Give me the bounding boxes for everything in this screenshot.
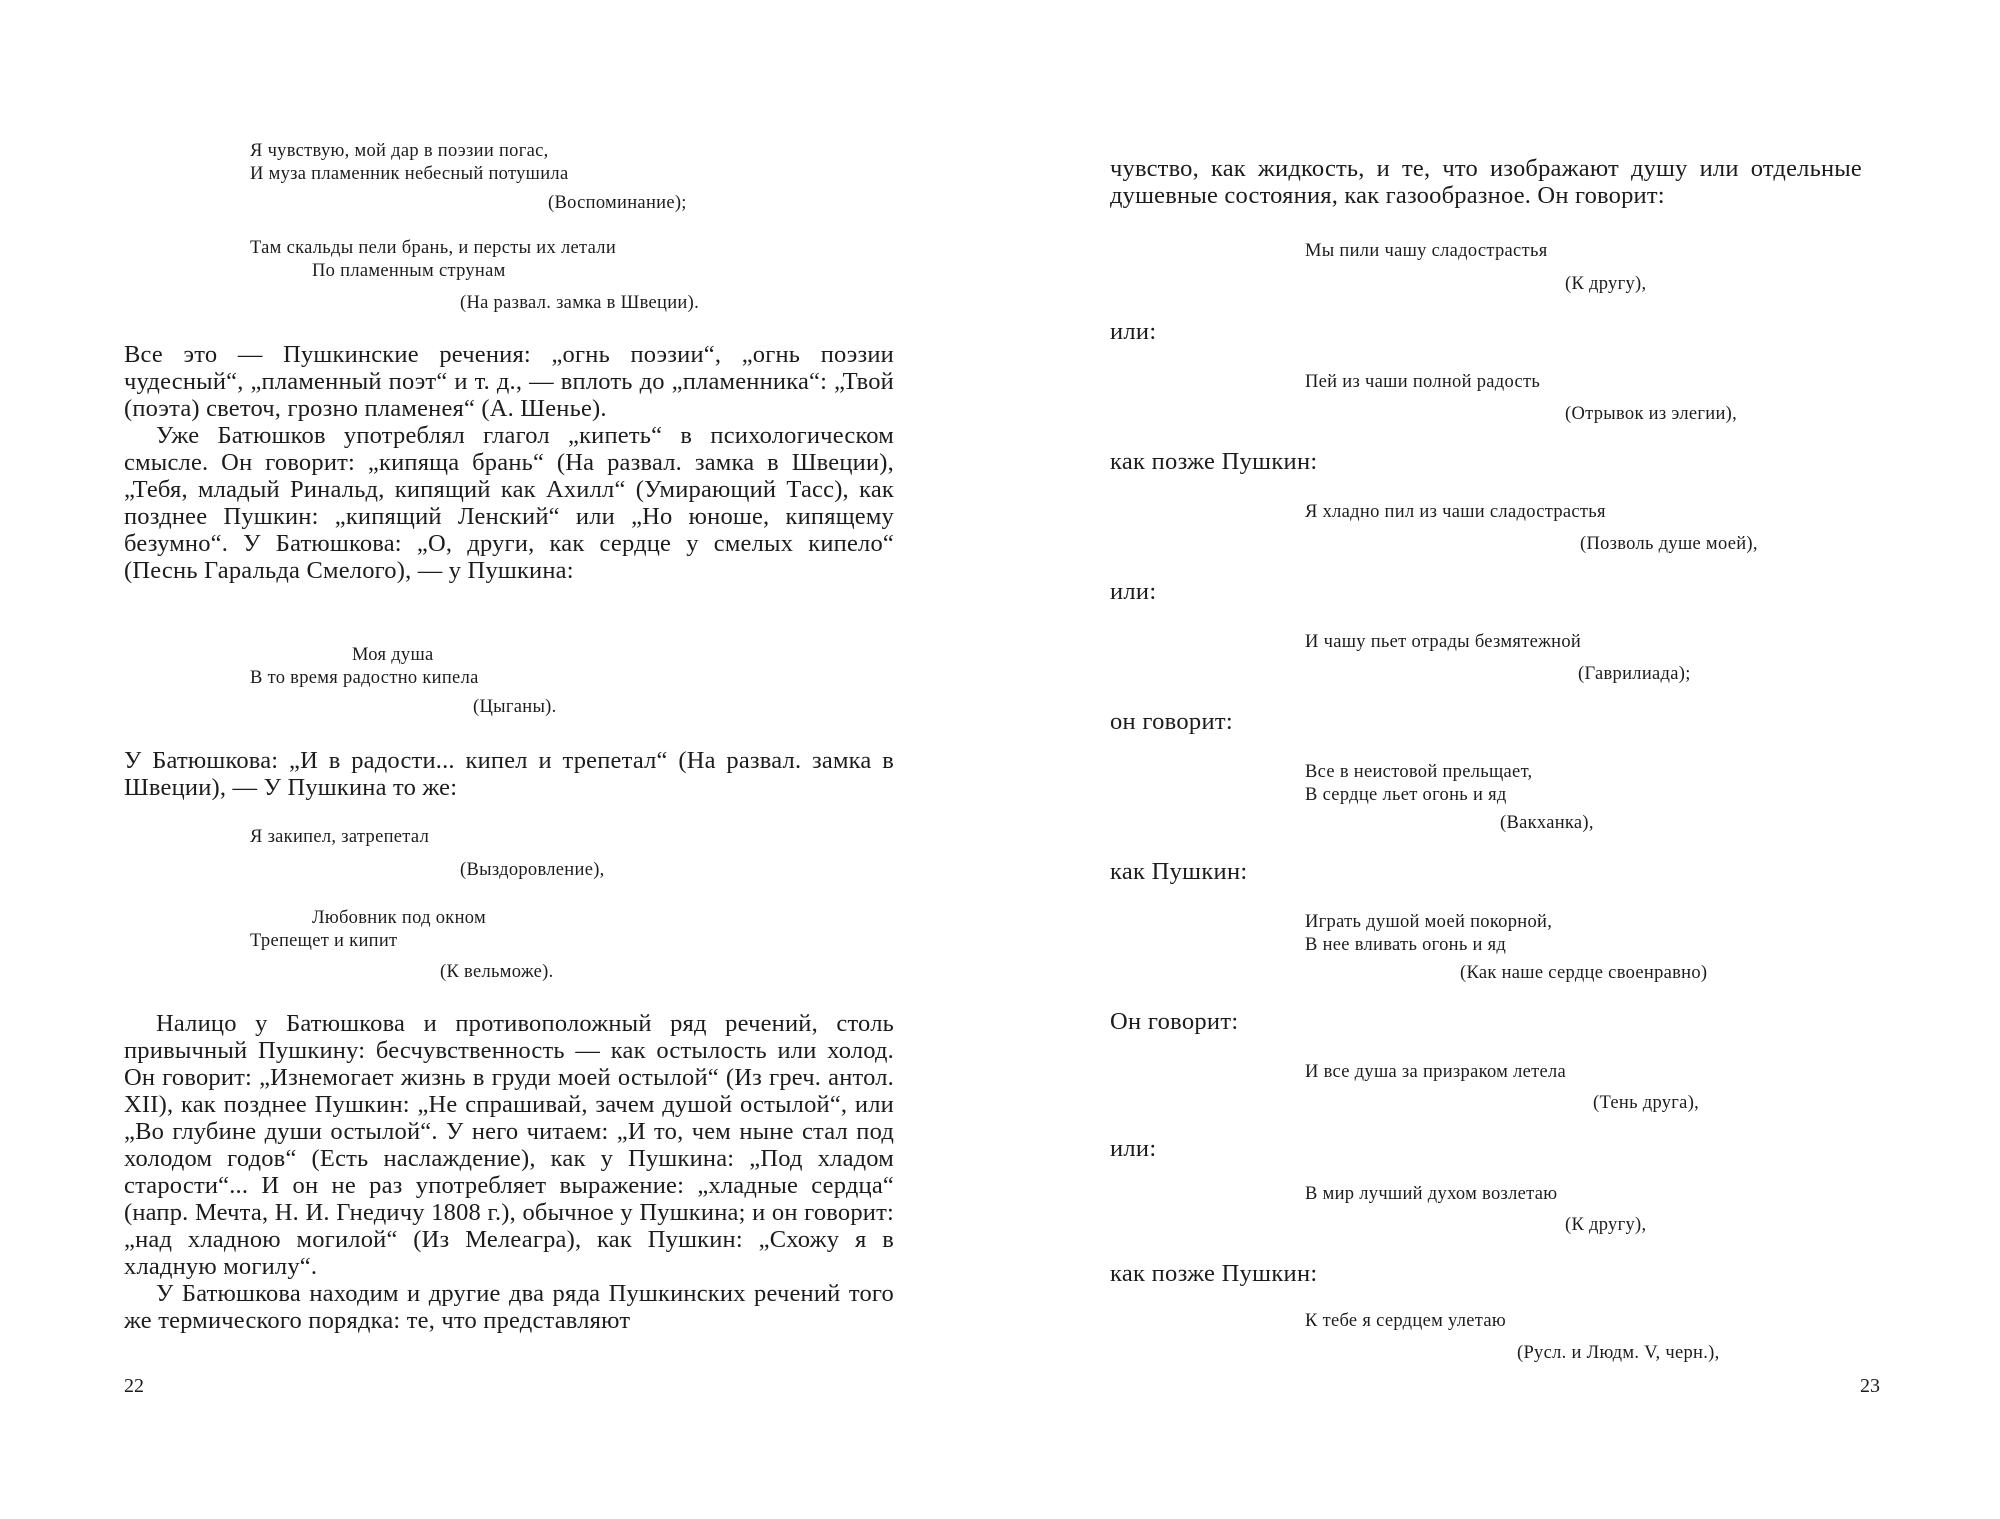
- verse-quote: [250, 237, 616, 283]
- body-text: [124, 341, 894, 584]
- verse-line: Играть душой моей покорной,: [1305, 912, 1553, 932]
- verse-source: (К вельможе).: [440, 962, 554, 982]
- paragraph: У Батюшкова: „И в радости... кипел и трепетал“ (На развал. замка в Швеции), — У Пушкина то же:: [124, 747, 894, 801]
- verse-source: (Вакханка),: [1500, 813, 1594, 833]
- verse-source: (К другу),: [1565, 274, 1647, 294]
- verse-line: Я чувствую, мой дар в поэзии погас,: [250, 141, 549, 161]
- verse-source: (Позволь душе моей),: [1580, 534, 1758, 554]
- verse-line: В сердце льет огонь и яд: [1305, 785, 1507, 805]
- verse-line: Я хладно пил из чаши сладострастья: [1305, 502, 1606, 522]
- connector-text: или:: [1110, 578, 1157, 605]
- verse-source: (Как наше сердце своенравно): [1460, 963, 1708, 983]
- verse-source: (Гаврилиада);: [1578, 664, 1691, 684]
- verse-source: (На развал. замка в Швеции).: [460, 293, 699, 313]
- paragraph: Уже Батюшков употреблял глагол „кипеть“ в психологическом смысле. Он говорит: „кипяща брань“ (На развал. замка в Швеции), „Тебя, младый Ринальд, кипящий как Ахилл“ (Умирающий Тасс), как позднее Пушкин: „кипящий Ленский“ или „Но юноше, кипящему безумно“. У Батюшкова: „О, други, как сердце у смелых кипело“ (Песнь Гаральда Смелого), — у Пушкина:: [124, 422, 894, 584]
- verse-line: В мир лучший духом возлетаю: [1305, 1184, 1558, 1204]
- verse-source: (Цыганы).: [473, 697, 557, 717]
- connector-text: или:: [1110, 1135, 1157, 1162]
- verse-quote: [1305, 761, 1533, 807]
- verse-quote: [250, 826, 429, 849]
- connector-text: как позже Пушкин:: [1110, 1260, 1318, 1287]
- verse-line: И чашу пьет отрады безмятежной: [1305, 632, 1582, 652]
- connector-text: он говорит:: [1110, 708, 1234, 735]
- verse-line: По пламенным струнам: [312, 261, 506, 281]
- verse-line: Все в неистовой прельщает,: [1305, 762, 1533, 782]
- verse-line: И муза пламенник небесный потушила: [250, 164, 569, 184]
- page-number: 23: [1860, 1375, 1880, 1397]
- connector-text: как Пушкин:: [1110, 858, 1248, 885]
- verse-line: Я закипел, затрепетал: [250, 827, 430, 847]
- verse-line: Мы пили чашу сладострастья: [1305, 241, 1548, 261]
- verse-quote: [1305, 911, 1552, 957]
- verse-line: И все душа за призраком летела: [1305, 1062, 1567, 1082]
- verse-quote: [250, 140, 568, 186]
- verse-line: Моя душа: [352, 645, 434, 665]
- body-text: [124, 747, 894, 801]
- connector-text: как позже Пушкин:: [1110, 448, 1318, 475]
- verse-source: (Воспоминание);: [548, 193, 687, 213]
- body-text: [1110, 155, 1862, 209]
- verse-quote: [250, 644, 479, 690]
- page-number: 22: [124, 1375, 144, 1397]
- verse-source: (Тень друга),: [1593, 1093, 1700, 1113]
- verse-line: Пей из чаши полной радость: [1305, 372, 1541, 392]
- verse-line: Любовник под окном: [312, 908, 486, 928]
- paragraph: Налицо у Батюшкова и противоположный ряд речений, столь привычный Пушкину: бесчувственность — как остылость или холод. Он говорит: „Изнемогает жизнь в груди моей остылой“ (Из греч. антол. XII), как позднее Пушкин: „Не спрашивай, зачем душой остылой“, или „Во глубине души остылой“. У него читаем: „И то, чем ныне стал под холодом годов“ (Есть наслаждение), как у Пушкина: „Под хладом старости“... И он не раз употребляет выражение: „хладные сердца“ (напр. Мечта, Н. И. Гнедичу 1808 г.), обычное у Пушкина; и он говорит: „над хладною могилой“ (Из Мелеагра), как Пушкин: „Схожу я в хладную могилу“.: [124, 1010, 894, 1280]
- paragraph: У Батюшкова находим и другие два ряда Пушкинских речений того же термического порядка: те, что представляют: [124, 1280, 894, 1334]
- verse-source: (Отрывок из элегии),: [1565, 404, 1738, 424]
- verse-line: В то время радостно кипела: [250, 668, 479, 688]
- verse-source: (К другу),: [1565, 1215, 1647, 1235]
- connector-text: или:: [1110, 318, 1157, 345]
- paragraph: Все это — Пушкинские речения: „огнь поэзии“, „огнь поэзии чудесный“, „пламенный поэт“ и т. д., — вплоть до „пламенника“: „Твой (поэта) светоч, грозно пламенея“ (А. Шенье).: [124, 341, 894, 422]
- connector-text: Он говорит:: [1110, 1008, 1239, 1035]
- body-text: [124, 1010, 894, 1334]
- verse-source: (Русл. и Людм. V, черн.),: [1517, 1343, 1720, 1363]
- verse-line: Там скальды пели брань, и персты их летали: [250, 238, 617, 258]
- verse-line: Трепещет и кипит: [250, 931, 398, 951]
- right-page: [1000, 0, 2000, 1519]
- paragraph: чувство, как жидкость, и те, что изображают душу или отдельные душевные состояния, как газообразное. Он говорит:: [1110, 155, 1862, 209]
- verse-quote: [250, 907, 486, 953]
- verse-source: (Выздоровление),: [460, 860, 605, 880]
- verse-line: К тебе я сердцем улетаю: [1305, 1311, 1507, 1331]
- verse-line: В нее вливать огонь и яд: [1305, 935, 1507, 955]
